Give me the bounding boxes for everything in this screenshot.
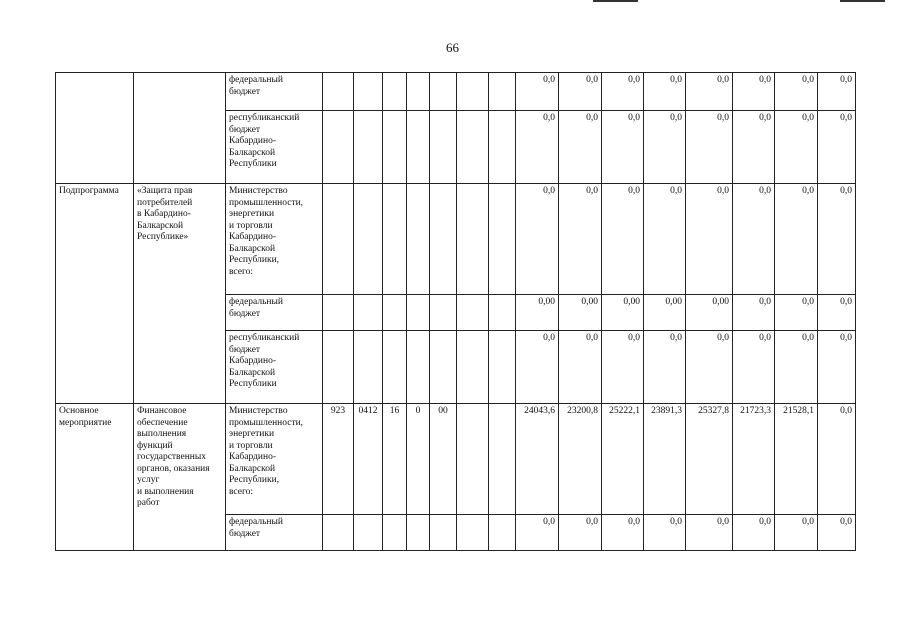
value-cell: 0,00 [644, 295, 686, 331]
value-cell: 23200,8 [559, 404, 602, 515]
code-cell [457, 515, 489, 551]
code-cell [457, 295, 489, 331]
funding-source: Министерство промышленности, энергетики и торговли Кабардино- Балкарской Республики, всего: [226, 404, 323, 515]
value-cell: 0,0 [602, 331, 644, 404]
value-cell: 0,0 [818, 111, 856, 184]
value-cell: 23891,3 [644, 404, 686, 515]
program-name: Финансовое обеспечение выполнения функций государственных органов, оказания услуг и выполнения работ [134, 404, 226, 551]
value-cell: 0,00 [516, 295, 559, 331]
value-cell: 0,0 [602, 73, 644, 111]
value-cell: 0,0 [559, 331, 602, 404]
code-cell [407, 184, 430, 295]
code-cell [489, 515, 516, 551]
value-cell: 0,0 [516, 184, 559, 295]
code-rzpr: 0412 [354, 404, 383, 515]
value-cell: 0,0 [733, 331, 775, 404]
code-cell [430, 295, 457, 331]
value-cell: 0,0 [733, 73, 775, 111]
value-cell: 0,0 [644, 331, 686, 404]
value-cell: 0,0 [686, 184, 733, 295]
code-cell [323, 515, 354, 551]
value-cell: 0,0 [516, 111, 559, 184]
code-cell [489, 404, 516, 515]
value-cell: 0,0 [733, 111, 775, 184]
value-cell: 0,0 [559, 515, 602, 551]
page-number: 66 [446, 40, 459, 55]
value-cell: 21723,3 [733, 404, 775, 515]
code-cell [407, 331, 430, 404]
value-cell: 0,0 [559, 111, 602, 184]
value-cell: 0,0 [516, 331, 559, 404]
code-cell [489, 331, 516, 404]
code-cell [323, 295, 354, 331]
code-cell [489, 73, 516, 111]
value-cell: 0,0 [602, 111, 644, 184]
program-status: Основное мероприятие [56, 404, 134, 551]
code-cell [354, 295, 383, 331]
code-cell [323, 331, 354, 404]
code-cell [430, 331, 457, 404]
code-cell [430, 515, 457, 551]
value-cell: 0,0 [733, 295, 775, 331]
code-cell [354, 331, 383, 404]
table-row [56, 184, 856, 295]
value-cell: 0,00 [559, 295, 602, 331]
table-row [56, 73, 856, 111]
code-cell [489, 295, 516, 331]
code-cell [354, 515, 383, 551]
value-cell: 0,0 [818, 331, 856, 404]
funding-source: республиканский бюджет Кабардино- Балкарской Республики [226, 331, 323, 404]
header-rule-short [593, 0, 638, 2]
value-cell: 0,0 [686, 331, 733, 404]
code-cell [407, 295, 430, 331]
code-cell [354, 184, 383, 295]
value-cell: 0,0 [644, 111, 686, 184]
code-cell [383, 73, 407, 111]
code-cell [323, 73, 354, 111]
program-status: Подпрограмма [56, 184, 134, 404]
value-cell: 0,0 [775, 515, 818, 551]
code-cell [354, 73, 383, 111]
code-cell [430, 111, 457, 184]
code-om: 00 [430, 404, 457, 515]
code-cell [457, 111, 489, 184]
value-cell: 24043,6 [516, 404, 559, 515]
value-cell: 0,0 [818, 515, 856, 551]
code-cell [457, 331, 489, 404]
value-cell: 0,0 [818, 73, 856, 111]
code-cell [489, 111, 516, 184]
code-gr: 923 [323, 404, 354, 515]
value-cell: 0,0 [775, 295, 818, 331]
value-cell: 0,0 [818, 184, 856, 295]
code-cell [383, 331, 407, 404]
code-cell [354, 111, 383, 184]
value-cell: 0,0 [644, 515, 686, 551]
table-row [56, 404, 856, 515]
code-cell [407, 111, 430, 184]
code-gp: 16 [383, 404, 407, 515]
code-pgp: 0 [407, 404, 430, 515]
value-cell: 0,0 [644, 184, 686, 295]
code-cell [323, 111, 354, 184]
funding-source: республиканский бюджет Кабардино- Балкарской Республики [226, 111, 323, 184]
name-cell-empty [134, 73, 226, 184]
program-name: «Защита прав потребителей в Кабардино- Балкарской Республике» [134, 184, 226, 404]
code-cell [383, 295, 407, 331]
funding-source: федеральный бюджет [226, 515, 323, 551]
code-cell [430, 184, 457, 295]
code-cell [407, 515, 430, 551]
value-cell: 0,0 [559, 73, 602, 111]
value-cell: 0,00 [686, 295, 733, 331]
status-cell-empty [56, 73, 134, 184]
code-cell [407, 73, 430, 111]
code-cell [383, 184, 407, 295]
value-cell: 0,0 [559, 184, 602, 295]
value-cell: 0,0 [818, 404, 856, 515]
value-cell: 0,0 [644, 73, 686, 111]
value-cell: 0,0 [733, 515, 775, 551]
value-cell: 0,0 [775, 111, 818, 184]
value-cell: 0,0 [733, 184, 775, 295]
code-cell [323, 184, 354, 295]
value-cell: 0,0 [775, 331, 818, 404]
value-cell: 0,0 [686, 73, 733, 111]
code-cell [457, 404, 489, 515]
value-cell: 25327,8 [686, 404, 733, 515]
value-cell: 0,0 [686, 515, 733, 551]
code-cell [457, 73, 489, 111]
value-cell: 0,0 [602, 515, 644, 551]
value-cell: 0,00 [602, 295, 644, 331]
value-cell: 0,0 [516, 515, 559, 551]
value-cell: 0,0 [686, 111, 733, 184]
code-cell [383, 111, 407, 184]
budget-table [55, 72, 856, 551]
code-cell [457, 184, 489, 295]
value-cell: 25222,1 [602, 404, 644, 515]
funding-source: федеральный бюджет [226, 73, 323, 111]
code-cell [383, 515, 407, 551]
funding-source: федеральный бюджет [226, 295, 323, 331]
value-cell: 0,0 [775, 73, 818, 111]
value-cell: 0,0 [818, 295, 856, 331]
value-cell: 0,0 [516, 73, 559, 111]
value-cell: 21528,1 [775, 404, 818, 515]
header-rule-long [840, 0, 885, 2]
code-cell [430, 73, 457, 111]
value-cell: 0,0 [775, 184, 818, 295]
funding-source: Министерство промышленности, энергетики и торговли Кабардино- Балкарской Республики, всего: [226, 184, 323, 295]
code-cell [489, 184, 516, 295]
value-cell: 0,0 [602, 184, 644, 295]
